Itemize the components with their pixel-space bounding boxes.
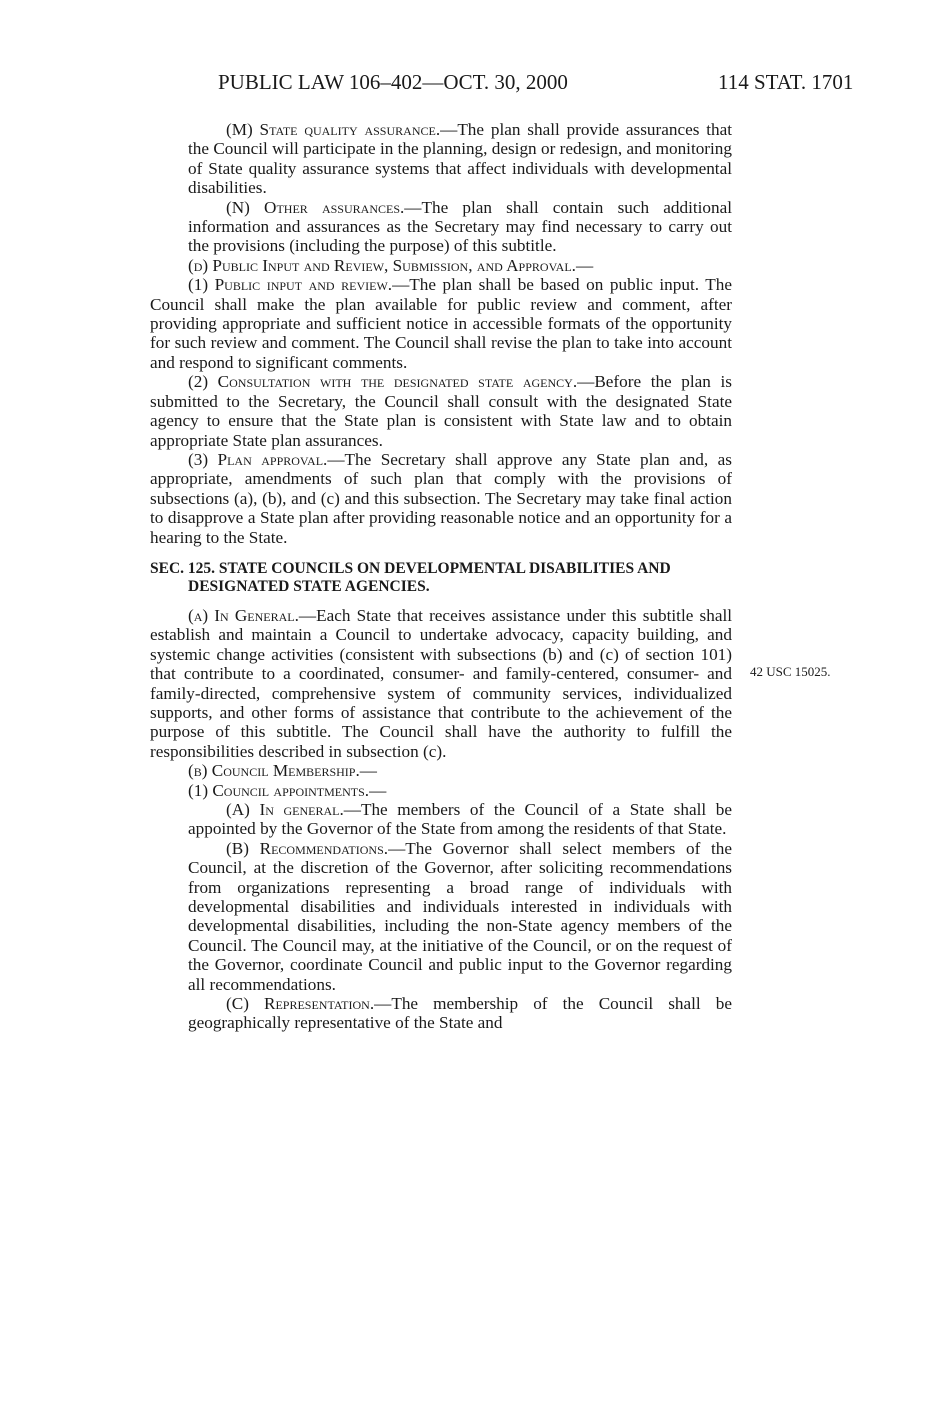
paragraph-b1B-text: —The Governor shall select members of the Council, at the discretion of the Governor, after soliciting recommendations from organizations representing a broad range of individuals with developmental disabilities and individuals interested in individuals with developmental disabilities, including the non-State agency members of the Council. The Council may, at the initiative of the Council, or on the request of the Governor, coordinate Council and public input to the Governor regarding all recommendations. [188, 838, 732, 994]
paragraph-b1C-text: —The membership of the Council shall be geographically representative of the State and [188, 994, 732, 1033]
paragraph-n [150, 198, 732, 256]
paragraph-m [150, 120, 732, 198]
paragraph-b1-heading: (1) Council appointments. [188, 780, 370, 800]
paragraph-b1A [150, 800, 732, 839]
paragraph-d [150, 256, 732, 275]
paragraph-b1C [150, 994, 732, 1033]
paragraph-d2-heading: (2) Consultation with the designated state agency. [188, 372, 578, 392]
running-title: PUBLIC LAW 106–402—OCT. 30, 2000 [218, 70, 568, 94]
paragraph-b-text: — [359, 761, 377, 781]
paragraph-d-text: — [575, 255, 594, 275]
page-number: 114 STAT. 1701 [718, 70, 854, 94]
paragraph-b1B [150, 839, 732, 994]
paragraph-m-text: —The plan shall provide assurances that the Council will participate in the planning, design or redesign, and monitoring of State quality assurance systems that affect individuals with developmental disabilities. [188, 120, 733, 198]
paragraph-a-heading: (a) In General. [188, 605, 299, 625]
paragraph-d3-text: —The Secretary shall approve any State plan and, as appropriate, amendments of such plan that comply with the provisions of subsections (a), (b), and (c) and this subsection. The Secretary may take final action to disapprove a State plan after providing reasonable notice and an opportunity for a hearing to the State. [150, 449, 732, 547]
paragraph-b1C-heading: (C) Representation. [226, 994, 375, 1014]
paragraph-d1-heading: (1) Public input and review. [188, 275, 393, 295]
paragraph-n-heading: (N) Other assurances. [226, 197, 405, 217]
paragraph-b [150, 761, 732, 780]
document-body [150, 120, 732, 1033]
paragraph-d2 [150, 372, 732, 450]
paragraph-d2-text: —Before the plan is submitted to the Secretary, the Council shall consult with the designated State agency to ensure that the State plan is consistent with State law and to obtain appropriate State plan assurances. [150, 372, 732, 450]
paragraph-b1 [150, 781, 732, 800]
paragraph-b-heading: (b) Council Membership. [188, 761, 360, 781]
paragraph-d1 [150, 275, 732, 372]
margin-citation: 42 USC 15025. [750, 664, 831, 679]
paragraph-a-text: —Each State that receives assistance under this subtitle shall establish and maintain a Council to undertake advocacy, capacity building, and systemic change activities (consistent with subsections (b) and (c) of section 101) that contribute to a coordinated, consumer- and family-centered, consumer- and family-directed, comprehensive system of community services, individualized supports, and other forms of assistance that contribute to the achievement of the purpose of this subtitle. The Council shall have the authority to fulfill the responsibilities described in subsection (c). [150, 605, 732, 761]
paragraph-a [150, 606, 732, 761]
paragraph-d-heading: (d) Public Input and Review, Submission, and Approval. [188, 255, 576, 275]
section-heading: SEC. 125. STATE COUNCILS ON DEVELOPMENTAL DISABILITIES AND DESIGNATED STATE AGENCIES. [150, 559, 671, 595]
paragraph-m-heading: (M) State quality assurance. [226, 120, 441, 139]
paragraph-d1-text: —The plan shall be based on public input. The Council shall make the plan available for public review and comment, after providing appropriate and sufficient notice in accessible formats of the opportunity for such review and comment. The Council shall revise the plan to take into account and respond to significant comments. [150, 275, 732, 372]
paragraph-b1-text: — [369, 780, 387, 800]
paragraph-b1B-heading: (B) Recommendations. [226, 838, 389, 858]
paragraph-d3 [150, 450, 732, 547]
paragraph-n-text: —The plan shall contain such additional information and assurances as the Secretary may find necessary to carry out the provisions (including the purpose) of this subtitle. [188, 197, 732, 256]
paragraph-d3-heading: (3) Plan approval. [188, 449, 328, 469]
page-header [0, 70, 945, 100]
paragraph-b1A-heading: (A) In general. [226, 800, 344, 819]
paragraph-b1A-text: —The members of the Council of a State shall be appointed by the Governor of the State from among the residents of that State. [188, 800, 732, 839]
